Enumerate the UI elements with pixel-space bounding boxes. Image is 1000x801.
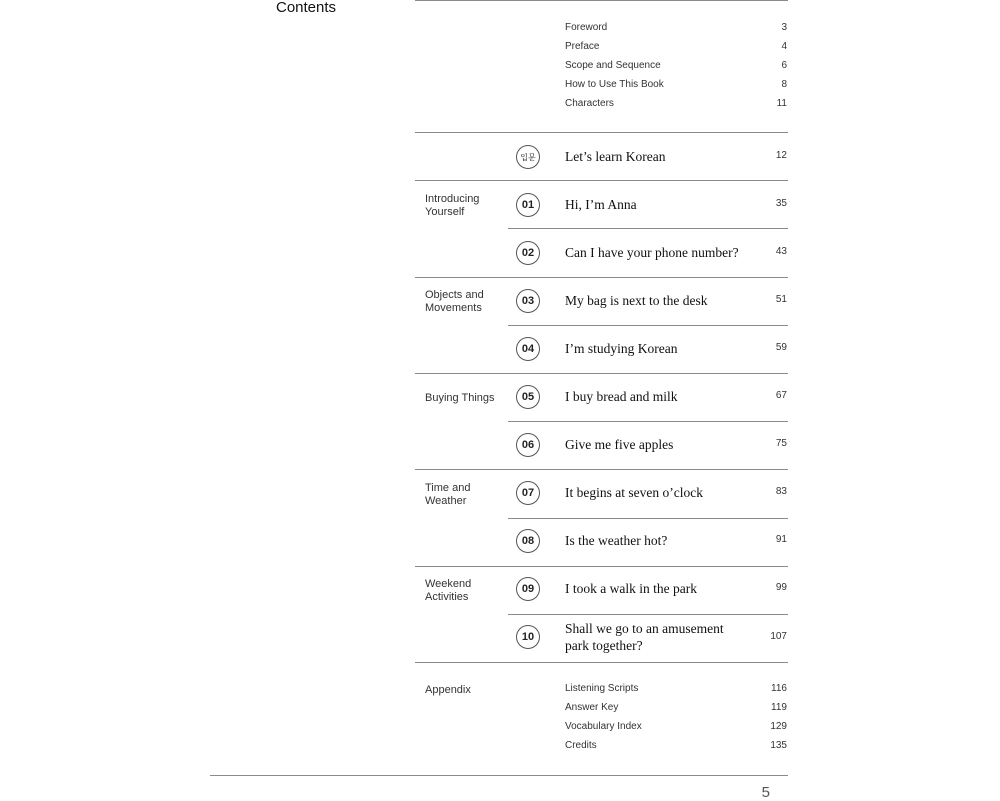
lesson-title[interactable]: Is the weather hot?: [565, 533, 668, 548]
lesson-title[interactable]: Give me five apples: [565, 437, 674, 452]
lesson-title[interactable]: I buy bread and milk: [565, 389, 678, 404]
toc-entry-title[interactable]: Credits: [565, 740, 597, 751]
toc-entry-title[interactable]: Answer Key: [565, 702, 619, 713]
lesson-rule: [508, 614, 788, 615]
section-rule: [415, 180, 788, 181]
appendix-label: Appendix: [425, 684, 471, 696]
lesson-page: 99: [775, 582, 787, 593]
toc-entry-title[interactable]: Characters: [565, 98, 614, 109]
lesson-badge: 06: [516, 433, 540, 457]
toc-entry-title[interactable]: Vocabulary Index: [565, 721, 642, 732]
lesson-rule: [508, 518, 788, 519]
lesson-title[interactable]: I took a walk in the park: [565, 581, 697, 596]
lesson-rule: [508, 228, 788, 229]
toc-entry-title[interactable]: Preface: [565, 41, 600, 52]
lesson-badge: 05: [516, 385, 540, 409]
toc-entry-title[interactable]: Listening Scripts: [565, 683, 639, 694]
lesson-title[interactable]: Let’s learn Korean: [565, 149, 666, 164]
lesson-page: 107: [770, 631, 787, 642]
footer-rule: [210, 775, 788, 776]
section-rule: [415, 277, 788, 278]
lesson-badge: 02: [516, 241, 540, 265]
lesson-page: 67: [775, 390, 787, 401]
lesson-page: 83: [775, 486, 787, 497]
lesson-page: 59: [775, 342, 787, 353]
lesson-rule: [508, 421, 788, 422]
lesson-rule: [508, 325, 788, 326]
page-title: Contents: [276, 0, 337, 16]
toc-entry-page: 11: [776, 98, 787, 109]
section-label: Weekend Activities: [425, 578, 472, 603]
lesson-page: 91: [775, 534, 787, 545]
lesson-title[interactable]: It begins at seven o’clock: [565, 485, 703, 500]
toc-entry-page: 135: [770, 740, 787, 751]
section-rule: [415, 373, 788, 374]
section-label: Time and Weather: [425, 482, 471, 507]
toc-entry-page: 6: [781, 60, 787, 71]
section-label: Buying Things: [425, 392, 495, 404]
top-rule: [415, 0, 788, 1]
lesson-badge: 01: [516, 193, 540, 217]
lesson-title[interactable]: Shall we go to an amusement park together?: [565, 621, 724, 653]
lesson-badge: 10: [516, 625, 540, 649]
lesson-page: 43: [775, 246, 787, 257]
lesson-badge: 09: [516, 577, 540, 601]
toc-entry-title[interactable]: Foreword: [565, 22, 608, 33]
section-label: Introducing Yourself: [425, 193, 480, 218]
section-rule: [415, 132, 788, 133]
toc-entry-page: 129: [770, 721, 787, 732]
section-rule: [415, 469, 788, 470]
toc-entry-page: 8: [781, 79, 787, 90]
lesson-title[interactable]: Can I have your phone number?: [565, 245, 739, 260]
toc-entry-page: 3: [781, 22, 787, 33]
section-label: Objects and Movements: [425, 289, 484, 314]
lesson-title[interactable]: I’m studying Korean: [565, 341, 678, 356]
lesson-badge: 03: [516, 289, 540, 313]
lesson-title[interactable]: Hi, I’m Anna: [565, 197, 637, 212]
toc-entry-title[interactable]: How to Use This Book: [565, 79, 664, 90]
section-rule: [415, 662, 788, 663]
toc-entry-title[interactable]: Scope and Sequence: [565, 60, 661, 71]
toc-entry-page: 4: [781, 41, 787, 52]
lesson-badge: 08: [516, 529, 540, 553]
section-rule: [415, 566, 788, 567]
toc-entry-page: 119: [771, 702, 787, 713]
lesson-page: 35: [775, 198, 787, 209]
page-number: 5: [761, 784, 770, 801]
lesson-badge: 07: [516, 481, 540, 505]
lesson-page: 12: [775, 150, 787, 161]
lesson-page: 51: [775, 294, 787, 305]
toc-entry-page: 116: [771, 683, 787, 694]
lesson-badge: 04: [516, 337, 540, 361]
lesson-page: 75: [775, 438, 787, 449]
lesson-badge: 입문: [516, 145, 540, 169]
lesson-title[interactable]: My bag is next to the desk: [565, 293, 708, 308]
